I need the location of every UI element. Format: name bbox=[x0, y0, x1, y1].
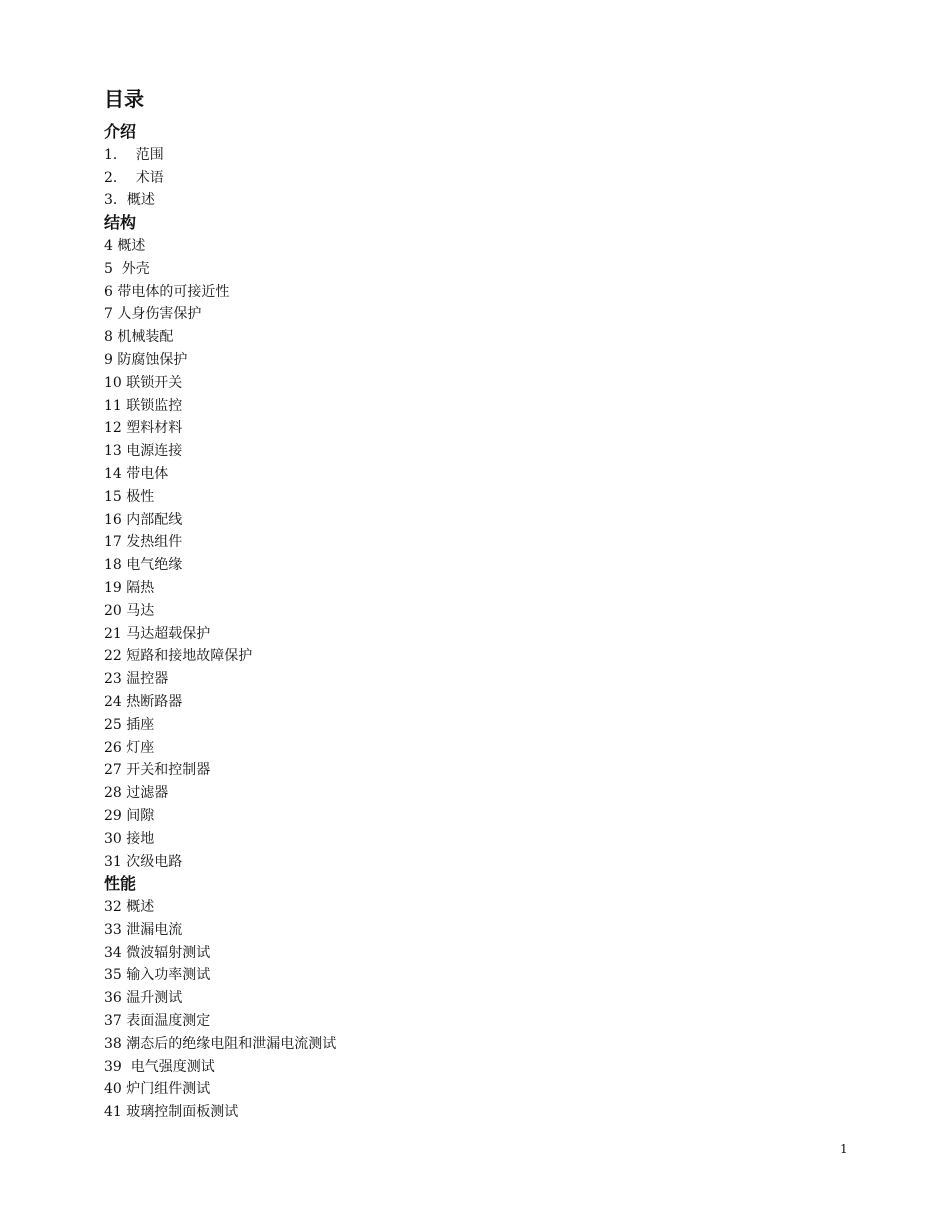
toc-entry: 33 泄漏电流 bbox=[104, 921, 183, 938]
toc-entry: 38 潮态后的绝缘电阻和泄漏电流测试 bbox=[104, 1035, 337, 1052]
toc-entry: 18 电气绝缘 bbox=[104, 557, 183, 574]
toc-entry: 16 内部配线 bbox=[104, 511, 183, 528]
toc-entry: 31 次级电路 bbox=[104, 853, 183, 870]
toc-entry: 39 电气强度测试 bbox=[104, 1058, 215, 1075]
toc-entry: 24 热断路器 bbox=[104, 693, 183, 710]
toc-entry: 2． 术语 bbox=[104, 169, 164, 186]
toc-entry: 26 灯座 bbox=[104, 739, 155, 756]
toc-entry: 35 输入功率测试 bbox=[104, 967, 211, 984]
toc-entry: 37 表面温度测定 bbox=[104, 1013, 211, 1030]
toc-entry: 8 机械装配 bbox=[104, 329, 174, 346]
toc-entry: 32 概述 bbox=[104, 899, 155, 916]
table-of-contents bbox=[104, 121, 864, 1124]
toc-entry: 40 炉门组件测试 bbox=[104, 1081, 211, 1098]
toc-entry: 6 带电体的可接近性 bbox=[104, 283, 230, 300]
toc-section-heading: 性能 bbox=[104, 874, 137, 894]
toc-entry: 22 短路和接地故障保护 bbox=[104, 648, 253, 665]
toc-entry: 9 防腐蚀保护 bbox=[104, 351, 188, 368]
page-title: 目录 bbox=[104, 87, 144, 111]
toc-entry: 3．概述 bbox=[104, 192, 155, 209]
toc-entry: 12 塑料材料 bbox=[104, 420, 183, 437]
toc-entry: 10 联锁开关 bbox=[104, 374, 183, 391]
toc-entry: 29 间隙 bbox=[104, 807, 155, 824]
toc-entry: 30 接地 bbox=[104, 830, 155, 847]
toc-entry: 34 微波辐射测试 bbox=[104, 944, 211, 961]
toc-entry: 19 隔热 bbox=[104, 579, 155, 596]
toc-entry: 15 极性 bbox=[104, 488, 155, 505]
toc-entry: 27 开关和控制器 bbox=[104, 762, 211, 779]
toc-entry: 41 玻璃控制面板测试 bbox=[104, 1104, 239, 1121]
toc-entry: 21 马达超载保护 bbox=[104, 625, 211, 642]
toc-entry: 28 过滤器 bbox=[104, 785, 169, 802]
toc-section-heading: 介绍 bbox=[104, 122, 137, 141]
toc-entry: 23 温控器 bbox=[104, 671, 169, 688]
page-number: 1 bbox=[840, 1142, 848, 1156]
toc-entry: 36 温升测试 bbox=[104, 990, 183, 1007]
toc-entry: 13 电源连接 bbox=[104, 443, 183, 460]
toc-entry: 4 概述 bbox=[104, 237, 146, 254]
toc-entry: 7 人身伤害保护 bbox=[104, 306, 202, 323]
toc-entry: 20 马达 bbox=[104, 602, 155, 619]
toc-entry: 11 联锁监控 bbox=[104, 397, 183, 414]
toc-entry: 1． 范围 bbox=[104, 146, 164, 163]
toc-entry: 25 插座 bbox=[104, 716, 155, 733]
toc-entry: 5 外壳 bbox=[104, 260, 150, 277]
toc-section-heading: 结构 bbox=[104, 213, 137, 233]
toc-entry: 17 发热组件 bbox=[104, 534, 183, 551]
toc-entry: 14 带电体 bbox=[104, 465, 169, 482]
